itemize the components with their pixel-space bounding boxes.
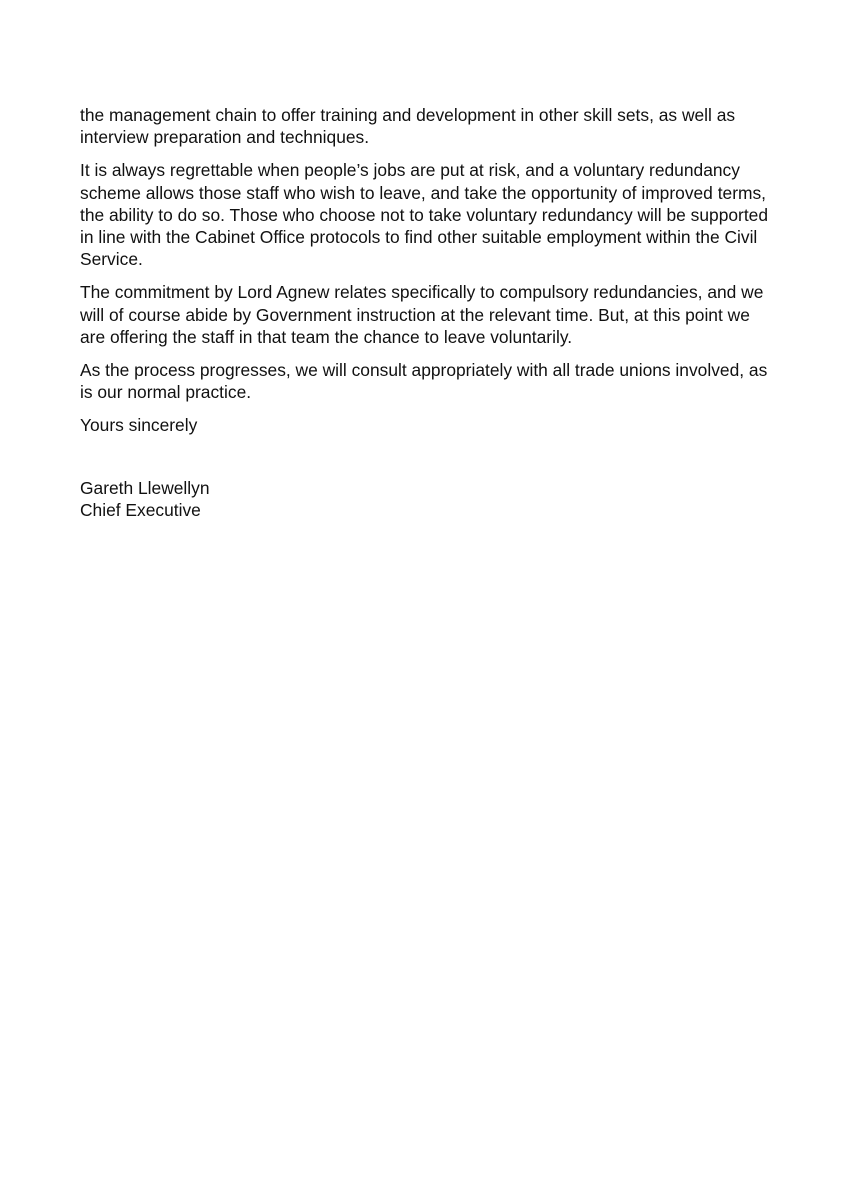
paragraph-lord-agnew-commitment bbox=[80, 281, 800, 348]
closing-salutation: Yours sincerely bbox=[80, 415, 198, 436]
paragraph-line: will of course abide by Government instruction at the relevant time. But, at this point we bbox=[80, 304, 750, 325]
paragraph-trade-unions bbox=[80, 359, 800, 403]
paragraph-line: The commitment by Lord Agnew relates specifically to compulsory redundancies, and we bbox=[80, 282, 764, 303]
paragraph-line: As the process progresses, we will consult appropriately with all trade unions involved, as bbox=[80, 360, 768, 381]
paragraph-line: It is always regrettable when people’s jobs are put at risk, and a voluntary redundancy bbox=[80, 160, 740, 181]
signatory-title: Chief Executive bbox=[80, 499, 201, 520]
paragraph-line: scheme allows those staff who wish to leave, and take the opportunity of improved terms, bbox=[80, 182, 766, 203]
paragraph-line: is our normal practice. bbox=[80, 382, 252, 403]
signatory-name: Gareth Llewellyn bbox=[80, 477, 210, 498]
letter-body bbox=[80, 104, 800, 521]
paragraph-line: the ability to do so. Those who choose not to take voluntary redundancy will be supported bbox=[80, 204, 768, 225]
paragraph-line: interview preparation and techniques. bbox=[80, 127, 370, 148]
paragraph-line: the management chain to offer training and development in other skill sets, as well as bbox=[80, 105, 736, 125]
paragraph-training bbox=[80, 104, 800, 148]
signature-block bbox=[80, 477, 800, 521]
paragraph-line: are offering the staff in that team the chance to leave voluntarily. bbox=[80, 326, 573, 347]
paragraph-voluntary-redundancy bbox=[80, 159, 800, 270]
paragraph-line: in line with the Cabinet Office protocols to find other suitable employment within the Civil bbox=[80, 227, 758, 248]
paragraph-line: Service. bbox=[80, 249, 143, 270]
